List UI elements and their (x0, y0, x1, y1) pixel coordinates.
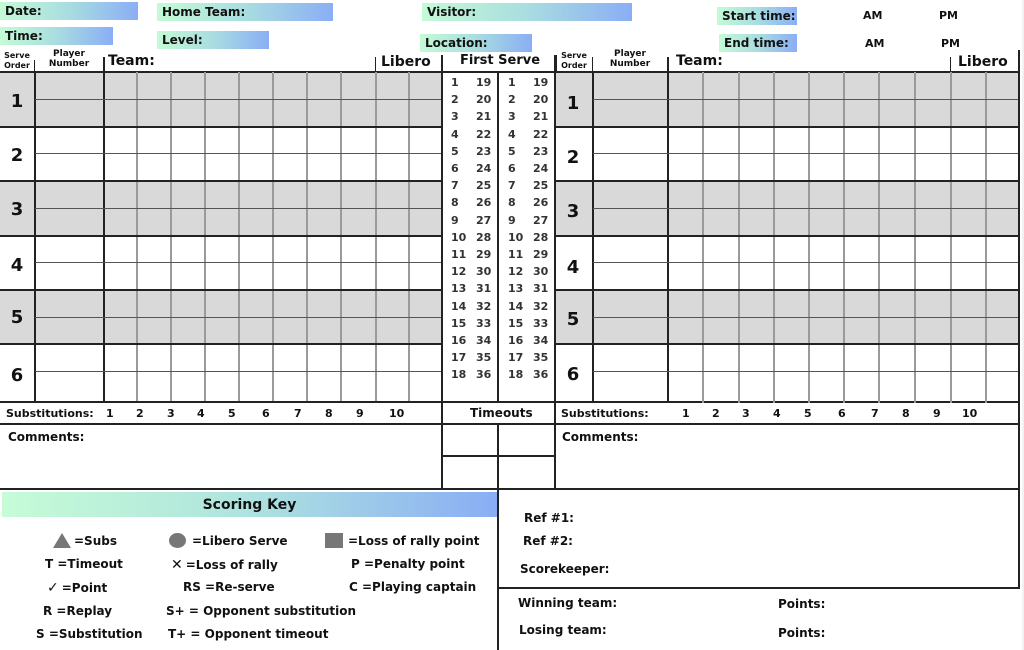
left-serve-order-4: 4 (10, 255, 24, 276)
substitution-slot[interactable]: 2 (712, 407, 720, 420)
first-serve-number[interactable]: 8 (508, 196, 516, 210)
timeout-box-2[interactable] (499, 425, 554, 455)
first-serve-number[interactable]: 8 (451, 196, 459, 210)
substitution-slot[interactable]: 1 (106, 407, 114, 420)
substitution-slot[interactable]: 10 (962, 407, 978, 420)
right-serve-order-5: 5 (566, 309, 580, 330)
left-lineup-grid[interactable] (35, 73, 441, 401)
first-serve-number[interactable]: 1 (508, 76, 516, 89)
first-serve-number[interactable]: 25 (476, 179, 492, 193)
key-replay: R =Replay (43, 604, 113, 618)
first-serve-number[interactable]: 16 (451, 334, 467, 347)
key-loss-of-rally: ✕ =Loss of rally (171, 557, 278, 573)
first-serve-number[interactable]: 35 (533, 351, 549, 365)
home-team-label: Home Team: (162, 5, 246, 19)
left-serve-order-2: 2 (10, 145, 24, 166)
first-serve-number[interactable]: 3 (451, 110, 459, 124)
substitution-slot[interactable]: 8 (902, 407, 910, 420)
substitution-slot[interactable]: 9 (356, 407, 364, 420)
right-substitutions-label: Substitutions: (561, 407, 649, 420)
first-serve-number[interactable]: 30 (533, 265, 549, 279)
substitution-slot[interactable]: 4 (773, 407, 781, 420)
key-point: ✓ =Point (47, 580, 108, 596)
left-player-number-header: Player Number (48, 49, 90, 69)
first-serve-number[interactable]: 6 (508, 162, 516, 175)
first-serve-number[interactable]: 20 (533, 93, 549, 107)
first-serve-number[interactable]: 26 (533, 196, 549, 210)
level-field[interactable] (157, 31, 269, 49)
first-serve-number[interactable]: 14 (508, 299, 524, 313)
key-re-serve: RS =Re-serve (183, 580, 275, 594)
substitution-slot[interactable]: 7 (871, 407, 879, 420)
first-serve-number[interactable]: 23 (533, 144, 549, 158)
timeout-box-4[interactable] (499, 457, 554, 488)
first-serve-number[interactable]: 11 (451, 248, 467, 261)
right-serve-order-4: 4 (566, 257, 580, 278)
substitution-slot[interactable]: 8 (325, 407, 333, 420)
substitution-slot[interactable]: 1 (682, 407, 690, 420)
first-serve-number[interactable]: 2 (508, 93, 516, 107)
first-serve-number[interactable]: 28 (533, 230, 549, 244)
first-serve-number[interactable]: 34 (533, 334, 549, 347)
first-serve-number[interactable]: 2 (451, 93, 459, 107)
first-serve-title: First Serve (459, 53, 541, 68)
right-serve-order-3: 3 (566, 201, 580, 222)
first-serve-number[interactable]: 9 (508, 213, 516, 227)
first-serve-number[interactable]: 3 (508, 110, 516, 124)
first-serve-number[interactable]: 5 (508, 144, 516, 158)
first-serve-number[interactable]: 19 (533, 76, 549, 89)
substitution-slot[interactable]: 9 (933, 407, 941, 420)
start-pm-option[interactable]: PM (939, 9, 959, 22)
time-label: Time: (5, 29, 43, 43)
visitor-field[interactable] (422, 3, 632, 21)
left-serve-order-1: 1 (10, 91, 24, 112)
first-serve-number[interactable]: 4 (508, 127, 516, 141)
first-serve-number[interactable]: 26 (476, 196, 492, 210)
first-serve-number[interactable]: 15 (451, 316, 467, 330)
timeout-box-1[interactable] (443, 425, 497, 455)
left-team-label: Team: (108, 53, 155, 69)
first-serve-number[interactable]: 16 (508, 334, 524, 347)
left-serve-order-6: 6 (10, 365, 24, 386)
right-lineup-grid[interactable] (593, 73, 1018, 401)
key-libero-serve: =Libero Serve (169, 533, 288, 548)
substitution-slot[interactable]: 5 (228, 407, 236, 420)
first-serve-number[interactable]: 27 (476, 213, 492, 227)
start-time-label: Start time: (722, 9, 796, 23)
key-penalty-point: P =Penalty point (351, 557, 465, 571)
substitution-slot[interactable]: 6 (262, 407, 270, 420)
right-serve-order-header: Serve Order (561, 51, 587, 70)
substitution-slot[interactable]: 6 (838, 407, 846, 420)
substitution-slot[interactable]: 7 (294, 407, 302, 420)
substitution-slot[interactable]: 3 (167, 407, 175, 420)
timeout-box-3[interactable] (443, 457, 497, 488)
first-serve-number[interactable]: 36 (533, 368, 549, 382)
first-serve-number[interactable]: 13 (508, 282, 524, 296)
left-libero-label: Libero (381, 54, 431, 70)
location-label: Location: (425, 36, 488, 50)
right-serve-order-6: 6 (566, 364, 580, 385)
first-serve-number[interactable]: 24 (476, 162, 492, 175)
first-serve-number[interactable]: 34 (476, 334, 492, 347)
first-serve-number[interactable]: 30 (476, 265, 492, 279)
location-field[interactable] (420, 34, 532, 52)
right-comments-label: Comments: (562, 430, 639, 444)
key-loss-of-rally-point: =Loss of rally point (325, 533, 480, 548)
first-serve-number[interactable]: 12 (451, 265, 467, 279)
first-serve-number[interactable]: 29 (533, 248, 549, 261)
key-opponent-timeout: T+ = Opponent timeout (168, 627, 329, 641)
first-serve-number[interactable]: 22 (533, 127, 549, 141)
first-serve-number[interactable]: 33 (533, 316, 549, 330)
first-serve-number[interactable]: 13 (451, 282, 467, 296)
first-serve-number[interactable]: 4 (451, 127, 459, 141)
key-opponent-substitution: S+ = Opponent substitution (166, 604, 357, 618)
substitution-slot[interactable]: 5 (804, 407, 812, 420)
date-label: Date: (5, 4, 42, 18)
check-icon: ✓ (47, 580, 59, 596)
first-serve-number[interactable]: 32 (476, 299, 492, 313)
start-am-option[interactable]: AM (863, 9, 883, 22)
x-icon: ✕ (171, 557, 183, 573)
start-time-field[interactable] (717, 7, 797, 25)
first-serve-number[interactable]: 7 (451, 179, 459, 193)
level-label: Level: (162, 33, 203, 47)
losing-points-field[interactable] (830, 624, 1000, 642)
first-serve-number[interactable]: 17 (508, 351, 524, 365)
first-serve-number[interactable]: 33 (476, 316, 492, 330)
first-serve-number[interactable]: 29 (476, 248, 492, 261)
timeouts-label: Timeouts (470, 406, 533, 420)
first-serve-number[interactable]: 6 (451, 162, 459, 175)
first-serve-number[interactable]: 5 (451, 144, 459, 158)
first-serve-number[interactable]: 18 (451, 368, 467, 382)
key-subs: =Subs (53, 533, 117, 548)
losing-points-label: Points: (778, 626, 826, 640)
key-playing-captain: C =Playing captain (349, 580, 477, 594)
left-serve-order-3: 3 (10, 199, 24, 220)
key-substitution: S =Substitution (36, 627, 143, 641)
scoring-key-title: Scoring Key (2, 492, 497, 517)
ref1-field[interactable] (580, 509, 1000, 527)
first-serve-number[interactable]: 23 (476, 144, 492, 158)
end-pm-option[interactable]: PM (941, 37, 961, 50)
end-time-label: End time: (724, 36, 789, 50)
ref1-label: Ref #1: (524, 511, 574, 525)
first-serve-number[interactable]: 24 (533, 162, 549, 175)
first-serve-number[interactable]: 31 (476, 282, 492, 296)
date-field[interactable] (0, 2, 138, 20)
first-serve-number[interactable]: 7 (508, 179, 516, 193)
first-serve-number[interactable]: 19 (476, 76, 492, 89)
left-comments-label: Comments: (8, 430, 85, 444)
first-serve-number[interactable]: 15 (508, 316, 524, 330)
winning-points-label: Points: (778, 597, 826, 611)
left-serve-order-5: 5 (10, 307, 24, 328)
first-serve-number[interactable]: 21 (476, 110, 492, 124)
first-serve-number[interactable]: 32 (533, 299, 549, 313)
first-serve-number[interactable]: 22 (476, 127, 492, 141)
first-serve-number[interactable]: 11 (508, 248, 524, 261)
winning-team-label: Winning team: (518, 596, 618, 610)
scorekeeper-label: Scorekeeper: (520, 562, 610, 576)
end-am-option[interactable]: AM (865, 37, 885, 50)
visitor-label: Visitor: (427, 5, 477, 19)
right-comments-field[interactable] (557, 425, 1017, 487)
right-player-number-header: Player Number (609, 49, 651, 69)
left-substitutions-label: Substitutions: (6, 407, 94, 420)
first-serve-number[interactable]: 31 (533, 282, 549, 296)
first-serve-number[interactable]: 27 (533, 213, 549, 227)
right-team-label: Team: (676, 53, 723, 69)
first-serve-number[interactable]: 10 (451, 230, 467, 244)
right-serve-order-2: 2 (566, 147, 580, 168)
ref2-field[interactable] (580, 532, 1000, 550)
first-serve-number[interactable]: 1 (451, 76, 459, 89)
time-field[interactable] (0, 27, 113, 45)
first-serve-number[interactable]: 20 (476, 93, 492, 107)
substitution-slot[interactable]: 2 (136, 407, 144, 420)
losing-team-field[interactable] (620, 621, 770, 639)
square-icon (325, 533, 343, 548)
circle-icon (169, 533, 186, 548)
first-serve-number[interactable]: 25 (533, 179, 549, 193)
first-serve-number[interactable]: 28 (476, 230, 492, 244)
first-serve-number[interactable]: 21 (533, 110, 549, 124)
left-serve-order-header: Serve Order (4, 51, 30, 70)
first-serve-number[interactable]: 17 (451, 351, 467, 365)
first-serve-number[interactable]: 35 (476, 351, 492, 365)
first-serve-number[interactable]: 10 (508, 230, 524, 244)
winning-team-field[interactable] (620, 594, 770, 612)
right-serve-order-1: 1 (566, 93, 580, 114)
triangle-icon (53, 533, 71, 548)
substitution-slot[interactable]: 4 (197, 407, 205, 420)
key-timeout: T =Timeout (45, 557, 123, 571)
first-serve-number[interactable]: 36 (476, 368, 492, 382)
losing-team-label: Losing team: (519, 623, 607, 637)
home-team-field[interactable] (157, 3, 333, 21)
first-serve-number[interactable]: 14 (451, 299, 467, 313)
substitution-slot[interactable]: 10 (389, 407, 405, 420)
substitution-slot[interactable]: 3 (742, 407, 750, 420)
first-serve-number[interactable]: 12 (508, 265, 524, 279)
end-time-field[interactable] (719, 34, 797, 52)
right-libero-label: Libero (958, 54, 1008, 70)
ref2-label: Ref #2: (523, 534, 573, 548)
scorekeeper-field[interactable] (615, 560, 1000, 578)
first-serve-number[interactable]: 9 (451, 213, 459, 227)
winning-points-field[interactable] (830, 595, 1000, 613)
first-serve-number[interactable]: 18 (508, 368, 524, 382)
left-comments-field[interactable] (2, 425, 440, 487)
